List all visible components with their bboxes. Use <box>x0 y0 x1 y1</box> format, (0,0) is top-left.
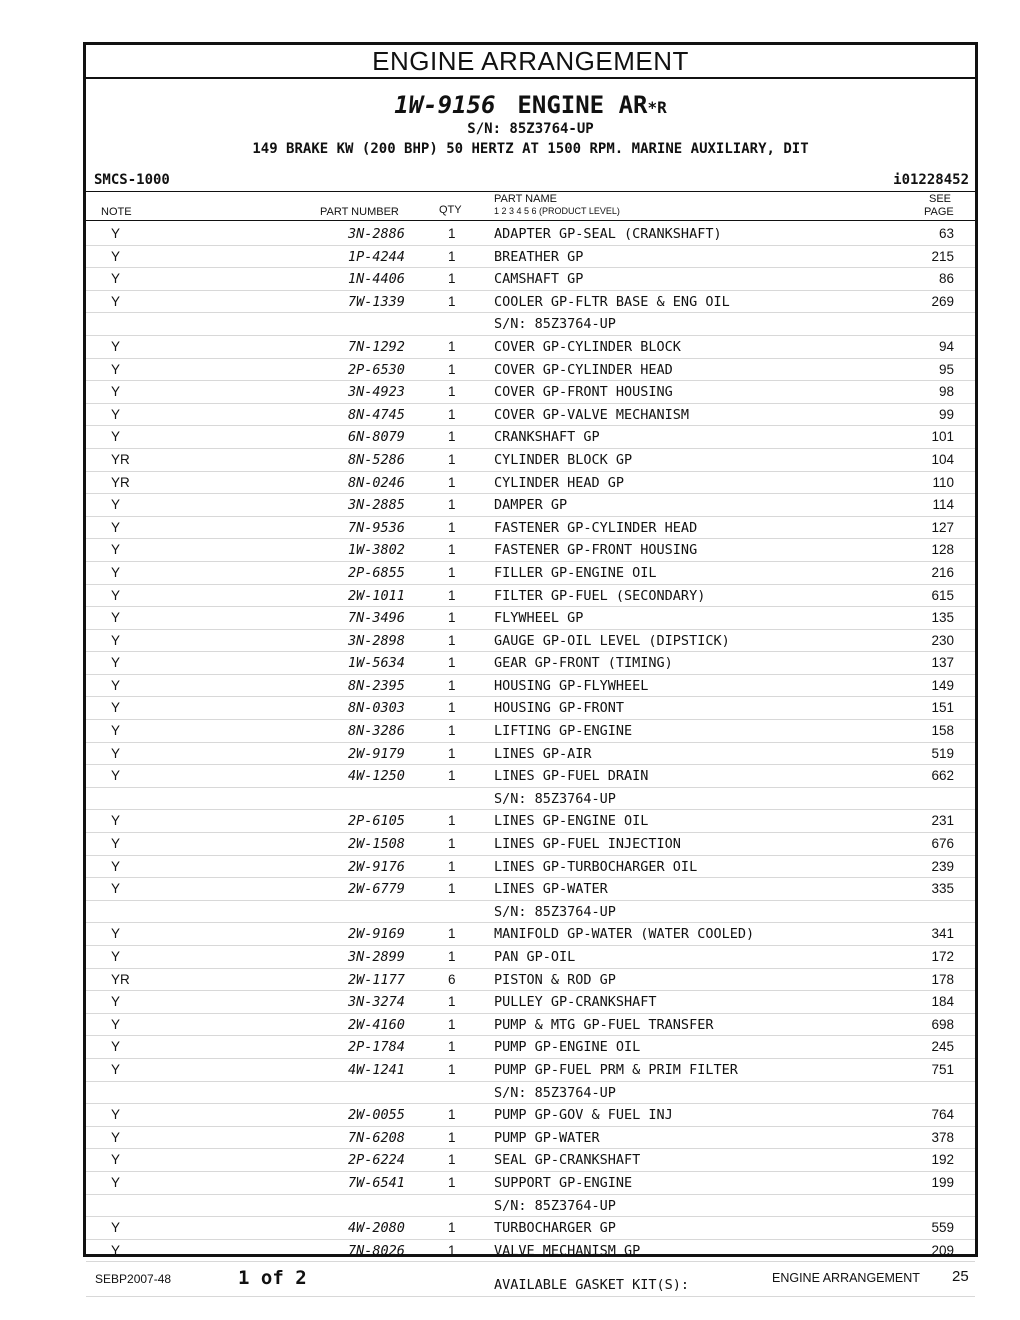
row-part-name: SEAL GP-CRANKSHAFT <box>494 1152 641 1169</box>
table-row <box>86 539 975 562</box>
reference-id: i01228452 <box>893 172 969 188</box>
row-part-number: 7N-6208 <box>348 1129 405 1146</box>
row-note: Y <box>111 519 121 535</box>
row-note: Y <box>111 384 121 400</box>
table-row <box>86 585 975 608</box>
table-row <box>86 1059 975 1082</box>
row-part-number: 1N-4406 <box>348 271 405 288</box>
footer-page-number: 25 <box>952 1268 969 1285</box>
row-note: Y <box>111 1242 121 1258</box>
row-part-name: FASTENER GP-CYLINDER HEAD <box>494 519 698 536</box>
row-part-name: LIFTING GP-ENGINE <box>494 723 633 740</box>
table-row <box>86 223 975 246</box>
row-part-name: PUMP GP-FUEL PRM & PRIM FILTER <box>494 1061 738 1078</box>
row-part-number: 2W-0055 <box>348 1107 405 1124</box>
row-qty: 1 <box>448 1039 456 1055</box>
row-qty: 1 <box>448 587 456 603</box>
row-note: Y <box>111 994 121 1010</box>
row-see-page: 209 <box>931 1242 954 1258</box>
row-note: Y <box>111 361 121 377</box>
row-see-page: 101 <box>931 429 954 445</box>
row-part-name: S/N: 85Z3764-UP <box>494 1197 616 1214</box>
row-qty: 1 <box>448 858 456 874</box>
row-see-page: 95 <box>938 361 954 377</box>
footer-section: ENGINE ARRANGEMENT <box>772 1271 920 1285</box>
row-qty: 1 <box>448 949 456 964</box>
row-qty: 1 <box>448 519 456 535</box>
row-qty: 1 <box>448 768 456 784</box>
row-see-page: 86 <box>938 271 954 287</box>
row-part-number: 2W-6779 <box>348 881 405 898</box>
row-see-page: 63 <box>938 226 954 241</box>
row-see-page: 137 <box>931 655 954 671</box>
table-row <box>86 630 975 653</box>
model-number: 1W-9156 <box>394 91 496 119</box>
row-part-name: LINES GP-FUEL DRAIN <box>494 768 649 785</box>
row-see-page: 128 <box>931 542 954 558</box>
row-note: Y <box>111 858 121 874</box>
row-part-number: 2W-9169 <box>348 926 405 943</box>
row-see-page: 158 <box>931 723 954 739</box>
table-row <box>86 1240 975 1263</box>
table-row <box>86 697 975 720</box>
row-see-page: 199 <box>931 1174 954 1190</box>
row-part-number: 8N-5286 <box>348 451 405 468</box>
row-part-name: PUMP GP-ENGINE OIL <box>494 1039 641 1056</box>
table-row <box>86 675 975 698</box>
row-see-page: 615 <box>931 587 954 603</box>
footer-doc-id: SEBP2007-48 <box>95 1272 172 1286</box>
row-note: Y <box>111 836 121 852</box>
table-row <box>86 291 975 314</box>
row-part-number: 8N-4745 <box>348 406 405 423</box>
row-part-name: LINES GP-WATER <box>494 881 608 898</box>
row-part-number: 7N-9536 <box>348 519 405 536</box>
table-row <box>86 381 975 404</box>
table-row <box>86 969 975 992</box>
table-row <box>86 472 975 495</box>
table-row <box>86 246 975 269</box>
row-part-number: 2W-9179 <box>348 745 405 762</box>
row-part-name: LINES GP-TURBOCHARGER OIL <box>494 858 698 875</box>
row-part-number: 3N-2885 <box>348 497 405 514</box>
row-part-number: 4W-1241 <box>348 1061 405 1078</box>
row-part-number: 7W-1339 <box>348 293 405 310</box>
row-part-name: PAN GP-OIL <box>494 949 576 965</box>
table-row <box>86 336 975 359</box>
row-qty: 1 <box>448 361 456 377</box>
row-part-number: 4W-2080 <box>348 1220 405 1237</box>
row-part-number: 8N-0246 <box>348 474 405 491</box>
section-title: ENGINE ARRANGEMENT <box>86 45 975 79</box>
row-qty: 1 <box>448 632 456 648</box>
row-part-name: FASTENER GP-FRONT HOUSING <box>494 542 698 559</box>
table-row <box>86 359 975 382</box>
row-part-name: SUPPORT GP-ENGINE <box>494 1174 633 1191</box>
table-row <box>86 923 975 946</box>
row-see-page: 519 <box>931 745 954 761</box>
row-see-page: 231 <box>931 813 954 829</box>
row-qty: 1 <box>448 226 456 241</box>
row-see-page: 184 <box>931 994 954 1010</box>
row-part-number: 3N-2886 <box>348 226 405 242</box>
row-part-name: HOUSING GP-FLYWHEEL <box>494 677 649 694</box>
row-part-name: ADAPTER GP-SEAL (CRANKSHAFT) <box>494 226 722 242</box>
row-part-number: 7N-8026 <box>348 1242 405 1259</box>
row-part-name: TURBOCHARGER GP <box>494 1220 616 1237</box>
row-part-name: BREATHER GP <box>494 248 584 265</box>
row-part-number: 2W-1011 <box>348 587 405 604</box>
row-note: Y <box>111 926 121 942</box>
col-product-levels: 1 2 3 4 5 6 (PRODUCT LEVEL) <box>494 206 620 216</box>
table-row <box>86 607 975 630</box>
row-part-number: 7N-1292 <box>348 338 405 355</box>
row-part-number: 1P-4244 <box>348 248 405 265</box>
row-see-page: 335 <box>931 881 954 897</box>
row-see-page: 216 <box>931 564 954 580</box>
row-part-name: FLYWHEEL GP <box>494 610 584 627</box>
row-part-name: COVER GP-VALVE MECHANISM <box>494 406 690 423</box>
table-row <box>86 765 975 788</box>
row-part-name: VALVE MECHANISM GP <box>494 1242 641 1259</box>
row-part-number: 2P-6224 <box>348 1152 405 1169</box>
row-qty: 1 <box>448 926 456 942</box>
row-see-page: 751 <box>931 1061 954 1077</box>
row-qty: 1 <box>448 451 456 467</box>
table-note-row <box>86 901 975 924</box>
row-note: Y <box>111 497 121 513</box>
row-qty: 1 <box>448 1061 456 1077</box>
row-qty: 6 <box>448 971 456 987</box>
row-qty: 1 <box>448 723 456 739</box>
row-qty: 1 <box>448 384 456 400</box>
row-qty: 1 <box>448 881 456 897</box>
row-see-page: 104 <box>931 451 954 467</box>
model-suffix: *R <box>647 98 667 117</box>
row-part-number: 7W-6541 <box>348 1174 405 1191</box>
table-note-row <box>86 1195 975 1218</box>
table-row <box>86 810 975 833</box>
row-see-page: 114 <box>932 497 954 513</box>
table-row <box>86 991 975 1014</box>
row-qty: 1 <box>448 542 456 558</box>
row-see-page: 245 <box>931 1039 954 1055</box>
table-row <box>86 878 975 901</box>
row-see-page: 698 <box>931 1016 954 1032</box>
row-see-page: 110 <box>932 474 954 490</box>
row-part-number: 1W-5634 <box>348 655 405 672</box>
row-see-page: 378 <box>931 1129 954 1145</box>
row-note: Y <box>111 1039 121 1055</box>
row-note: Y <box>111 677 121 693</box>
row-qty: 1 <box>448 700 456 716</box>
row-see-page: 676 <box>931 836 954 852</box>
table-note-row <box>86 788 975 811</box>
row-see-page: 94 <box>938 338 954 354</box>
row-part-name: CYLINDER BLOCK GP <box>494 451 633 468</box>
row-see-page: 149 <box>931 677 954 693</box>
col-see: SEE <box>929 193 952 205</box>
row-part-name: FILTER GP-FUEL (SECONDARY) <box>494 587 706 604</box>
row-see-page: 178 <box>931 971 954 987</box>
header <box>86 79 975 227</box>
row-part-name: S/N: 85Z3764-UP <box>494 1084 616 1101</box>
row-part-name: GEAR GP-FRONT (TIMING) <box>494 655 673 672</box>
row-part-name: CRANKSHAFT GP <box>494 429 600 446</box>
row-part-number: 2W-9176 <box>348 858 405 875</box>
row-see-page: 151 <box>931 700 954 716</box>
row-see-page: 230 <box>931 632 954 648</box>
row-part-number: 2P-6855 <box>348 564 405 581</box>
table-row <box>86 743 975 766</box>
table-row <box>86 720 975 743</box>
row-part-name: MANIFOLD GP-WATER (WATER COOLED) <box>494 926 755 943</box>
row-qty: 1 <box>448 1220 456 1236</box>
table-row <box>86 268 975 291</box>
row-qty: 1 <box>448 338 456 354</box>
row-part-name: COVER GP-CYLINDER HEAD <box>494 361 673 378</box>
row-qty: 1 <box>448 564 456 580</box>
col-part-number: PART NUMBER <box>320 206 399 218</box>
row-part-name: AVAILABLE GASKET KIT(S): <box>494 1277 690 1294</box>
row-qty: 1 <box>448 1152 456 1168</box>
row-note: Y <box>111 813 121 829</box>
row-note: Y <box>111 1016 121 1032</box>
row-note: YR <box>111 451 130 467</box>
row-see-page: 192 <box>931 1152 954 1168</box>
table-row <box>86 1127 975 1150</box>
row-note: Y <box>111 1152 121 1168</box>
row-note: Y <box>111 700 121 716</box>
row-part-number: 3N-3274 <box>348 994 405 1011</box>
row-qty: 1 <box>448 1107 456 1123</box>
row-see-page: 341 <box>931 926 954 942</box>
model-line <box>86 91 975 119</box>
column-header <box>86 191 975 221</box>
row-qty: 1 <box>448 293 456 309</box>
row-qty: 1 <box>448 745 456 761</box>
row-see-page: 127 <box>931 519 954 535</box>
row-see-page: 559 <box>931 1220 954 1236</box>
engine-description: 149 BRAKE KW (200 BHP) 50 HERTZ AT 1500 RPM. MARINE AUXILIARY, DIT <box>252 141 809 157</box>
row-part-number: 2P-6530 <box>348 361 405 378</box>
row-qty: 1 <box>448 1174 456 1190</box>
row-note: Y <box>111 293 121 309</box>
table-row <box>86 404 975 427</box>
col-page: PAGE <box>924 206 954 218</box>
row-part-name: COVER GP-FRONT HOUSING <box>494 384 673 401</box>
row-part-number: 2W-1177 <box>348 971 405 988</box>
table-note-row <box>86 313 975 336</box>
row-see-page: 269 <box>931 293 954 309</box>
row-note: Y <box>111 429 121 445</box>
row-note: Y <box>111 338 121 354</box>
table-row <box>86 946 975 969</box>
table-row <box>86 494 975 517</box>
row-see-page: 215 <box>931 248 954 264</box>
row-see-page: 98 <box>938 384 954 400</box>
row-note: Y <box>111 949 121 964</box>
table-row <box>86 1036 975 1059</box>
row-part-number: 2P-1784 <box>348 1039 405 1056</box>
row-note: Y <box>111 632 121 648</box>
row-part-name: PUMP GP-WATER <box>494 1129 600 1146</box>
row-part-number: 2P-6105 <box>348 813 405 830</box>
row-note: Y <box>111 1220 121 1236</box>
row-part-name: S/N: 85Z3764-UP <box>494 903 616 920</box>
parts-list <box>86 223 975 1297</box>
row-note: Y <box>111 1174 121 1190</box>
row-note: Y <box>111 655 121 671</box>
table-row <box>86 833 975 856</box>
row-note: Y <box>111 226 121 241</box>
row-qty: 1 <box>448 1129 456 1145</box>
row-note: Y <box>111 406 121 422</box>
row-note: Y <box>111 587 121 603</box>
row-qty: 1 <box>448 836 456 852</box>
smcs-code: SMCS-1000 <box>94 172 170 188</box>
col-part-name: PART NAME <box>494 193 557 205</box>
table-row <box>86 1172 975 1195</box>
row-qty: 1 <box>448 271 456 287</box>
row-see-page: 99 <box>938 406 954 422</box>
row-note: YR <box>111 474 130 490</box>
row-see-page: 764 <box>931 1107 954 1123</box>
row-qty: 1 <box>448 994 456 1010</box>
row-qty: 1 <box>448 429 456 445</box>
row-part-number: 3N-4923 <box>348 384 405 401</box>
table-row <box>86 1149 975 1172</box>
row-note: Y <box>111 564 121 580</box>
table-note-row <box>86 1082 975 1105</box>
row-qty: 1 <box>448 813 456 829</box>
row-part-name: HOUSING GP-FRONT <box>494 700 625 717</box>
row-part-name: COVER GP-CYLINDER BLOCK <box>494 338 681 355</box>
row-part-name: CAMSHAFT GP <box>494 271 584 288</box>
table-row <box>86 1014 975 1037</box>
row-part-name: PUMP & MTG GP-FUEL TRANSFER <box>494 1016 714 1033</box>
row-qty: 1 <box>448 1242 456 1258</box>
row-part-number: 8N-3286 <box>348 723 405 740</box>
row-part-name: CYLINDER HEAD GP <box>494 474 625 491</box>
row-part-name: GAUGE GP-OIL LEVEL (DIPSTICK) <box>494 632 730 649</box>
row-part-name: DAMPER GP <box>494 497 568 514</box>
row-part-name: LINES GP-FUEL INJECTION <box>494 836 681 853</box>
col-qty: QTY <box>439 204 462 216</box>
row-part-name: PULLEY GP-CRANKSHAFT <box>494 994 657 1011</box>
row-note: Y <box>111 610 121 626</box>
table-row <box>86 449 975 472</box>
row-part-number: 3N-2899 <box>348 949 405 965</box>
table-row <box>86 652 975 675</box>
model-name: ENGINE AR <box>517 91 648 119</box>
table-row <box>86 856 975 879</box>
row-part-number: 4W-1250 <box>348 768 405 785</box>
row-note: Y <box>111 1129 121 1145</box>
row-note: Y <box>111 248 121 264</box>
row-part-name: S/N: 85Z3764-UP <box>494 316 616 333</box>
row-note: YR <box>111 971 130 987</box>
row-qty: 1 <box>448 248 456 264</box>
row-qty: 1 <box>448 677 456 693</box>
row-qty: 1 <box>448 474 456 490</box>
row-qty: 1 <box>448 406 456 422</box>
row-note: Y <box>111 768 121 784</box>
row-part-name: COOLER GP-FLTR BASE & ENG OIL <box>494 293 730 310</box>
row-note: Y <box>111 271 121 287</box>
row-part-number: 2W-1508 <box>348 836 405 853</box>
row-qty: 1 <box>448 655 456 671</box>
row-part-name: PUMP GP-GOV & FUEL INJ <box>494 1107 673 1124</box>
table-row <box>86 1217 975 1240</box>
table-row <box>86 562 975 585</box>
row-note: Y <box>111 723 121 739</box>
table-row <box>86 517 975 540</box>
row-note: Y <box>111 745 121 761</box>
table-row <box>86 1104 975 1127</box>
row-note: Y <box>111 542 121 558</box>
row-qty: 1 <box>448 497 456 513</box>
row-part-name: S/N: 85Z3764-UP <box>494 790 616 807</box>
row-part-name: LINES GP-AIR <box>494 745 592 762</box>
row-part-number: 7N-3496 <box>348 610 405 627</box>
row-part-number: 8N-2395 <box>348 677 405 694</box>
row-part-name: FILLER GP-ENGINE OIL <box>494 564 657 581</box>
row-part-name: LINES GP-ENGINE OIL <box>494 813 649 830</box>
row-note: Y <box>111 1107 121 1123</box>
row-see-page: 239 <box>931 858 954 874</box>
row-part-number: 1W-3802 <box>348 542 405 559</box>
row-part-number: 3N-2898 <box>348 632 405 649</box>
row-part-name: PISTON & ROD GP <box>494 971 616 988</box>
row-note: Y <box>111 881 121 897</box>
row-part-number: 2W-4160 <box>348 1016 405 1033</box>
row-part-number: 8N-0303 <box>348 700 405 717</box>
col-note: NOTE <box>101 206 132 218</box>
serial-number: S/N: 85Z3764-UP <box>467 121 594 137</box>
table-row <box>86 426 975 449</box>
row-see-page: 662 <box>931 768 954 784</box>
row-qty: 1 <box>448 610 456 626</box>
row-qty: 1 <box>448 1016 456 1032</box>
row-see-page: 135 <box>931 610 954 626</box>
row-see-page: 172 <box>931 949 954 964</box>
row-part-number: 6N-8079 <box>348 429 405 446</box>
footer-page-of: 1 of 2 <box>238 1267 307 1289</box>
row-note: Y <box>111 1061 121 1077</box>
